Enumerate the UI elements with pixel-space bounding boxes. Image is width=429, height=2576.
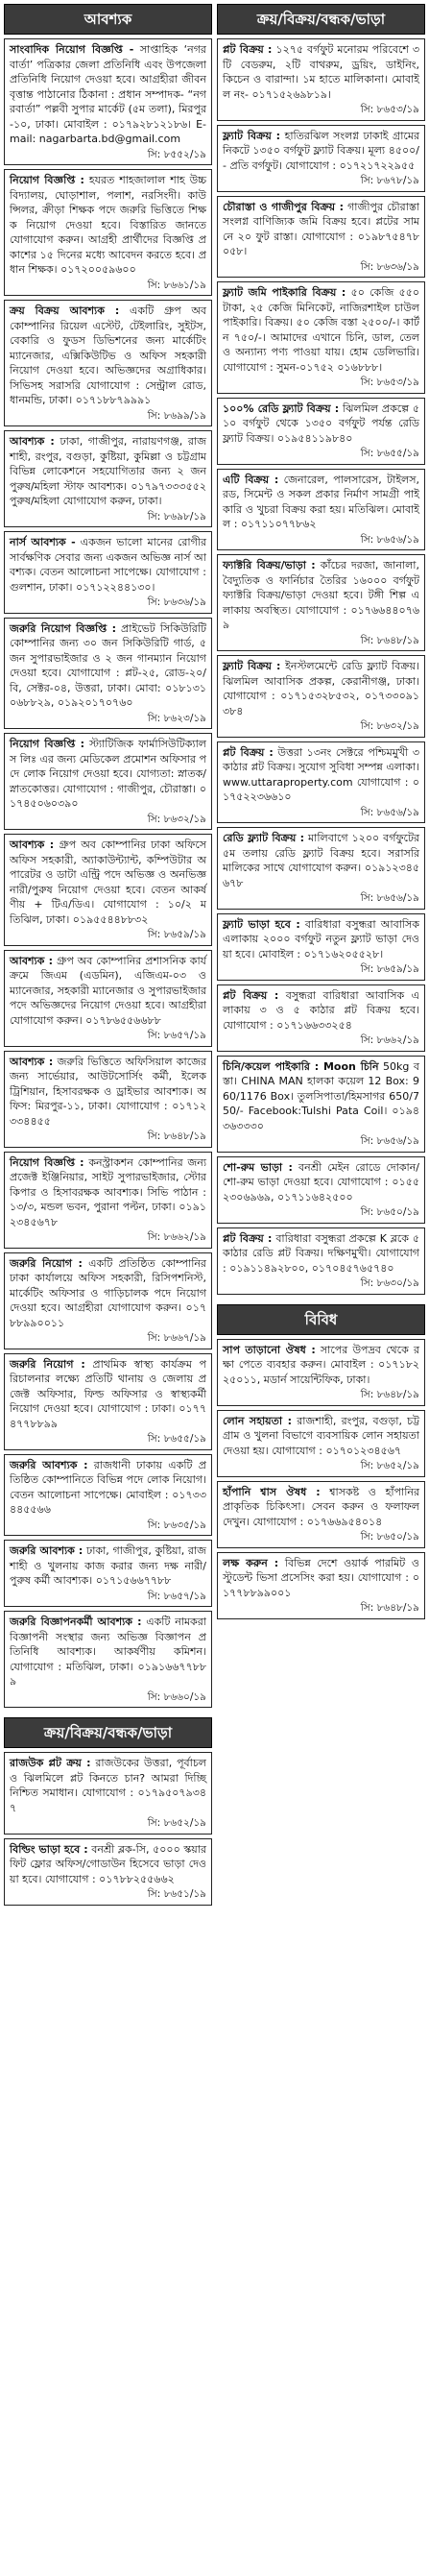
ad-code: সি: ৮৬৫২/১৯ (360, 1460, 419, 1471)
classified-ad (4, 1152, 212, 1249)
ad-code: সি: ৮৬৫০/১৯ (360, 1531, 419, 1543)
classified-ad (217, 38, 425, 121)
section-header-buy-sell: ক্রয়/বিক্রয়/বন্ধক/ভাড়া (217, 4, 425, 35)
ad-body: প্রাইভেট সিকিউরিটি কোম্পানির জন্য ৩০ জন সিকিউরিটি গার্ড, ৫ জন সুপারভাইজার ও ২ জন গানম্যান নিয়োগ দেওয়া হবে। যোগাযোগ : প্লট-২৫, রোড-২০/বি, সেক্টর-০৪, উত্তরা, ঢাকা। মোবা: ০১৮১৩১০৬৮৮২৯, ০১৯২০১৭০৭৬০ (10, 621, 206, 709)
ad-code: সি: ৮৬৩৬/১৯ (360, 260, 419, 273)
ad-body: বারিধারা বসুন্ধরা আবাসিক এলাকায় ২০০০ বর্গফুট নতুন ফ্ল্যাট ভাড়া দেওয়া হবে। মোবাইল : ০১৭১৬২০৫৫২৮। (223, 917, 419, 960)
ad-body: শ্বাসকষ্ট ও হাঁপানির প্রাকৃতিক চিকিৎসা। সেবন করুন ও ফলাফল দেখুন। যোগাযোগ : ০১৭৬৬৯৫৪০১৪ (223, 1485, 419, 1528)
ad-code: সি: ৮৬৫২/১৯ (147, 1817, 206, 1829)
ad-body: বারিধারা বসুন্ধরা প্রকল্পে K ব্লকে ৫ কাঠার রেডি প্লট বিক্রয়। দক্ষিণমুখী। যোগাযোগ : ০১৯১১৪৯২৮০০, ০১৭০৪৫৭৬৫৭৪০ (223, 1231, 420, 1275)
ad-title: প্লট বিক্রয় : (223, 1231, 273, 1245)
left-ads2-list (4, 1752, 212, 1906)
ad-body: কনস্ট্রাকশন কোম্পানির জন্য প্রজেক্ট ইঞ্জিনিয়ার, সাইট সুপারভাইজার, স্টোর কিপার ও হিসাবরক্ষক আবশ্যক। সিভি পাঠান : ১৩/৩, মন্ডল ভবন, পুরানা পল্টন, ঢাকা। ০১৯১২৩৪৫৬৭৮ (10, 1155, 207, 1228)
right-column (217, 4, 425, 1623)
classified-ad (217, 984, 425, 1052)
ad-code: সি: ৮৬৯৯/১৯ (147, 409, 206, 422)
ad-body: ঢাকা, গাজীপুর, কুষ্টিয়া, রাজশাহী ও খুলনায় কাজ করার জন্য দক্ষ নারী/পুরুষ কর্মী আবশ্যক। ০১৭১৫৬৬৭৭৮৮ (10, 1544, 206, 1587)
classified-ad (4, 1454, 212, 1537)
classified-ad (217, 1552, 425, 1619)
ad-body: কাঁচের দরজা, জানালা, বৈদ্যুতিক ও ফার্নিচার তৈরির ১৬০০০ বর্গফুট ফ্যাক্টরি বিক্রয়/ভাড়া দেওয়া হবে। টঙ্গী শিল্প এলাকায় অবস্থিত। যোগাযোগ : ০১৭৬৬৪৪০৭৬৯ (223, 559, 419, 631)
classified-ad (4, 1540, 212, 1607)
ad-title: প্লট বিক্রয় : (223, 988, 279, 1002)
ad-title: আবশ্যক : (10, 1055, 54, 1068)
ad-body: রাজশাহী, রংপুর, বগুড়া, চট্টগ্রাম ও খুলনা বিভাগে ব্যবসায়িক লোন সহায়তা দেওয়া হয়। যোগাযোগ : ০১৭০১২৩৪৫৬৭ (223, 1414, 420, 1457)
classified-ad (4, 531, 212, 614)
ad-title: জরুরি বিজ্ঞাপনকর্মী আবশ্যক : (10, 1616, 142, 1628)
ad-title: রাজউক প্লট ক্রয় : (10, 1757, 91, 1769)
ad-code: সি: ৮৬৫০/১৯ (360, 1206, 419, 1218)
classified-ad (4, 834, 212, 946)
classified-ad (4, 430, 212, 527)
classified-ad (4, 1838, 212, 1906)
ad-title: এটি বিক্রয় : (223, 473, 279, 486)
ad-body: হযরত শাহজালাল শাহ উচ্চ বিদ্যালয়, ঘোড়াশাল, পলাশ, নরসিংদী। কাউন্সিলর, ক্রীড়া শিক্ষক পদে জরুরি ভিত্তিতে শিক্ষক নিয়োগ দেওয়া হবে। বিস্তারিত জানতে যোগাযোগ করুন। আগ্রহী প্রার্থীদের বিজ্ঞপ্তি প্রকাশের ১৫ দিনের মধ্যে আবেদন করতে হবে। প্রধান শিক্ষক। ০১৭২০০৫৯৬০০ (10, 174, 207, 276)
classified-ad (217, 125, 425, 192)
ad-body: রাজধানী ঢাকায় একটি প্রতিষ্ঠিত কোম্পানিতে বিভিন্ন পদে লোক নিয়োগ। বেতন আলোচনা সাপেক্ষে। মোবাইল : ০১৭৩৩৪৪৫৫৬৬ (10, 1458, 206, 1516)
ad-code: সি: ৮৬৫৭/১৯ (147, 1030, 206, 1041)
classified-ad (217, 827, 425, 910)
ad-code: সি: ৮৬৫১/১৯ (147, 1888, 206, 1900)
ad-title: জরুরি নিয়োগ বিজ্ঞপ্তি : (10, 621, 116, 635)
ad-code: সি: ৮৬৫৬/১৯ (360, 533, 419, 546)
ad-body: হাতিরঝিল সংলগ্ন ঢাকাই গ্রামের নিকটে ১৩৫০ বর্গফুট ফ্ল্যাট বিক্রয়। মূল্য ৪৫০০/- প্রতি বর্গফুট। যোগাযোগ : ০১৭২১৭২২৯৫৫ (223, 129, 419, 172)
ad-code: সি: ৮৬৬২/১৯ (147, 1231, 206, 1243)
classified-ad (217, 281, 425, 394)
ad-code: সি: ৮৬৩২/১৯ (360, 720, 419, 732)
ad-body: একটি নামকরা বিজ্ঞাপনী সংস্থার জন্য অভিজ্ঞ বিজ্ঞাপন প্রতিনিধি আবশ্যক। আকর্ষণীয় কমিশন। যোগাযোগ : মতিঝিল, ঢাকা। ০১৯১৬৬৭৭৮৮৯ (10, 1616, 206, 1688)
ad-body: জেনারেল, পালসারেস, টাইলস, রড, সিমেন্ট ও সকল প্রকার নির্মাণ সামগ্রী পাইকারি ও খুচরা বিক্রয় করা হয়। মতিঝিল। মোবাইল : ০১৭১১০৭৭৮৬২ (223, 473, 420, 530)
ad-code: সি: ৮৬৫৫/১৯ (360, 448, 419, 459)
ad-body: রাজউকের উত্তরা, পূর্বাচল ও ঝিলমিলে প্লট কিনতে চান? আমরা দিচ্ছি নিশ্চিত সমাধান। যোগাযোগ : ০১৭৯৫০৭৯৩৪৭ (10, 1757, 206, 1814)
ad-body: বনশ্রী ব্লক-সি, ৫০০০ স্কয়ার ফিট ফ্লোর অফিস/গোডাউন হিসেবে ভাড়া দেওয়া হবে। যোগাযোগ : ০১৭৮৮২৫৫৬৬২ (10, 1842, 206, 1885)
ad-code: সি: ৮৬৫৫/১৯ (147, 1433, 206, 1445)
ad-body: বসুন্ধরা বারিধারা আবাসিক এলাকায় ৩ ও ৫ কাঠার প্লট বিক্রয় হবে। যোগাযোগ : ০১৭১৬৬৩৩২৫৪ (223, 988, 420, 1032)
right-ads-list (217, 38, 425, 1295)
ad-code: সি: ৮৬৫৯/১৯ (147, 929, 206, 940)
classified-ad (217, 1481, 425, 1548)
ad-title: লোন সহায়তা : (223, 1414, 292, 1427)
ad-body: বিভিন্ন দেশে ওয়ার্ক পারমিট ও স্টুডেন্ট ভিসা প্রসেসিং করা হয়। যোগাযোগ : ০১৭৭৮৮৯৯০০১ (223, 1556, 419, 1599)
left-ads-list (4, 38, 212, 1708)
ad-body: গাজীপুর চৌরাস্তা সংলগ্ন বাণিজ্যিক জমি বিক্রয় হবে। প্লটের সামনে ২০ ফুট রাস্তা। যোগাযোগ : ০১৯৮৭৫৪৭৮০৫৮। (223, 200, 419, 257)
ad-code: সি: ৮৬৬১/১৯ (147, 279, 206, 291)
classified-ad (217, 469, 425, 551)
classified-ad (217, 1056, 425, 1153)
classified-ad (4, 618, 212, 730)
ad-title: ফ্যাক্টরি বিক্রয়/ভাড়া : (223, 559, 316, 571)
ad-title: ১০০% রেডি ফ্ল্যাট বিক্রয় : (223, 401, 340, 415)
ad-title: ফ্ল্যাট বিক্রয় : (223, 129, 281, 142)
ad-body: একটি প্রতিষ্ঠিত কোম্পানির ঢাকা কার্যালয়ে অফিস সহকারী, রিসিপশনিস্ট, মার্কেটিং অফিসার ও গাড়িচালক পদে নিয়োগ দেওয়া হবে। আগ্রহীরা যোগাযোগ করুন। ০১৭৮৮৯৯০০১১ (10, 1256, 206, 1329)
section-header-jobs: আবশ্যক (4, 4, 212, 35)
ad-title: নার্স আবশ্যক - (10, 536, 76, 548)
classified-ad (4, 169, 212, 296)
ad-body: একজন ভালো মানের রোগীর সার্বক্ষণিক সেবার জন্য একজন অভিজ্ঞ নার্স আবশ্যক। বেতন আলোচনা সাপেক্ষে। যোগাযোগ : গুলশান, ঢাকা। ০১৭১২২৪৪১৩০। (10, 536, 206, 594)
classified-ad (217, 554, 425, 651)
classified-ad (217, 196, 425, 279)
ad-title: জরুরি আবশ্যক : (10, 1544, 83, 1557)
ad-code: সি: ৮৬৯৮/১৯ (147, 510, 206, 522)
ad-code: সি: ৮৬৫৩/১৯ (360, 377, 419, 388)
classified-ad (4, 300, 212, 426)
ad-code: সি: ৮৫৫২/১৯ (147, 148, 206, 160)
classified-ad (217, 1156, 425, 1224)
ad-title: আবশ্যক : (10, 838, 55, 851)
ad-body: মালিবাগে ১২০০ বর্গফুটের ৫ম তলায় রেডি ফ্ল্যাট বিক্রয় হবে। সরাসরি মালিকের সাথে যোগাযোগ করুন। ০১৯১২৩৪৫৬৭৮ (223, 832, 420, 889)
ad-code: সি: ৮৬৫৭/১৯ (147, 1590, 206, 1602)
ad-code: সি: ৮৬৪৮/১৯ (360, 1389, 419, 1400)
ad-code: সি: ৮৬৩২/১৯ (147, 813, 206, 825)
classified-ad (4, 1611, 212, 1708)
classified-ad (4, 1752, 212, 1835)
ad-code: সি: ৮৬৫৬/১৯ (360, 892, 419, 904)
classified-ad (4, 1252, 212, 1349)
ad-body: ১২৭৫ বর্গফুট মনোরম পরিবেশে ৩টি বেডরুম, ২টি বাথরুম, ড্রয়িং, ডাইনিং, কিচেন ও বারান্দা। ১ম হাতে মালিকানা। মোবাইল নং- ০১৭১৫২৬৯৮১৯। (223, 43, 420, 101)
ad-title: বিল্ডিং ভাড়া হবে : (10, 1842, 88, 1856)
classified-ad (217, 741, 425, 824)
ad-code: সি: ৮৬৫৯/১৯ (360, 963, 419, 975)
ad-title: প্লট বিক্রয় : (223, 43, 273, 56)
ad-title: আবশ্যক : (10, 954, 54, 967)
ad-title: রেডি ফ্ল্যাট বিক্রয় : (223, 832, 305, 844)
ad-title: চিনি/কয়েল পাইকারি : Moon চিনি (223, 1059, 379, 1073)
ad-code: সি: ৮৬৬২/১৯ (360, 1034, 419, 1046)
classified-ad (4, 1051, 212, 1148)
ad-code: সি: ৮৬৬৭/১৯ (147, 1332, 206, 1344)
ad-body: ৫০ কেজি ৫৫০ টাকা, ২৫ কেজি মিনিকেট, নাজিরশাইল চাউল পাইকারি। বিক্রয়। ৫০ কেজি বস্তা ২৫০০/-। কার্টন ৭৫০/-। আমাদের এখানে চিনি, ডাল, তেল ও অন্যান্য পণ্য পাওয়া যায়। হোম ডেলিভারি। যোগাযোগ : সুমন-০১৭৫২ ০১৬৮৮৮। (223, 286, 420, 374)
ad-title: ক্রয় বিক্রয় আবশ্যক : (10, 304, 120, 317)
ad-title: জরুরি নিয়োগ : (10, 1256, 83, 1270)
ad-code: সি: ৮৬৩৫/১৯ (147, 1519, 206, 1531)
ad-body: সাপের উপদ্রব থেকে রক্ষা পেতে ব্যবহার করুন। মোবাইল : ০১৭১৮২২৫০১১, মডার্ন সায়েন্টিফিক, ঢাকা। (223, 1343, 420, 1386)
ad-body: বনশ্রী মেইন রোডে দোকান/শো-রুম ভাড়া দেওয়া হবে। যোগাযোগ : ০১৫৫২৩০৬৯৬৯, ০১৭১১৬৪২৫০০ (223, 1160, 420, 1203)
ad-code: সি: ৮৬৫৬/১৯ (360, 806, 419, 818)
ad-title: ফ্ল্যাট ভাড়া হবে : (223, 917, 300, 931)
ad-title: শো-রুম ভাড়া : (223, 1160, 293, 1174)
ad-code: সি: ৮৬৪৮/১৯ (360, 1602, 419, 1614)
ad-code: সি: ৮৬২৩/১৯ (147, 712, 206, 724)
ad-code: সি: ৮৬৬০/১৯ (147, 1690, 206, 1703)
ad-code: সি: ৮৬৩০/১৯ (360, 1277, 419, 1289)
classified-ad (217, 1339, 425, 1406)
ad-body: গ্রুপ অব কোম্পানির প্রশাসনিক কার্যক্রমে জিএম (এডমিন), এজিএম-০৩ ও ম্যানেজার, সহকারী ম্যানেজার ও সুপারভাইজার পদে অভিজ্ঞদের নিয়োগ দেওয়া হবে। আগ্রহীরা যোগাযোগ করুন। ০১৭৮৬৫৫৬৬৮৮ (10, 954, 207, 1027)
classified-ad (4, 1353, 212, 1450)
classified-ad (4, 733, 212, 830)
section-header-misc: বিবিধ (217, 1304, 425, 1335)
ad-title: ফ্ল্যাট জমি পাইকারি বিক্রয় : (223, 286, 346, 299)
ad-body: উত্তরা ১৩নং সেক্টরে পশ্চিমমুখী ৩ কাঠার প্লট বিক্রয়। সুযোগ সুবিধা সম্পন্ন এলাকা। www.uttaraproperty.com যোগাযোগ : ০১৭৫২২৩৬৬১০ (223, 745, 420, 803)
ad-title: নিয়োগ বিজ্ঞপ্তি : (10, 1155, 84, 1169)
ad-title: নিয়োগ বিজ্ঞপ্তি : (10, 738, 84, 750)
ad-title: প্লট বিক্রয় : (223, 745, 274, 759)
ad-body: ইনস্টলমেন্টে রেডি ফ্ল্যাট বিক্রয়। ঝিলমিল আবাসিক প্রকল্প, কেরানীগঞ্জ, ঢাকা। যোগাযোগ : ০১৭১৫৩২৮৫৩২, ০১৭৩৩০৯১৩৮৪ (223, 660, 419, 717)
ad-title: লক্ষ করুন : (223, 1556, 279, 1569)
ad-body: একটি গ্রুপ অব কোম্পানির রিয়েল এস্টেট, টেইলারিং, সুইটস, বেকারি ও ফুডস ডিভিশনের জন্য মার্কেটিং ম্যানেজার, এক্সিকিউটিভ ও অফিস সহকারী নিয়োগ দেওয়া হবে। অভিজ্ঞদের অগ্রাধিকার। সিভিসহ সরাসরি যোগাযোগ : সেন্ট্রাল রোড, ধানমন্ডি, ঢাকা। ০১৭১৮৮৭৯৯৯১ (10, 304, 206, 406)
ad-title: ফ্ল্যাট বিক্রয় : (223, 660, 281, 672)
classified-ad (217, 913, 425, 981)
ad-title: হাঁপানি শ্বাস ঔষধ : (223, 1485, 321, 1498)
ad-title: আবশ্যক : (10, 435, 55, 448)
classified-ad (4, 950, 212, 1047)
ad-title: জরুরি নিয়োগ : (10, 1357, 85, 1371)
section-header-buy-sell-left: ক্রয়/বিক্রয়/বন্ধক/ভাড়া (4, 1717, 212, 1748)
ad-code: সি: ৮৬৪৮/১৯ (360, 634, 419, 646)
ad-code: সি: ৮৬৭৮/১৯ (360, 175, 419, 186)
ad-body: সাপ্তাহিক ‘নগরবার্তা’ পত্রিকার জেলা প্রতিনিধি এবং উপজেলা প্রতিনিধি নিয়োগ দেওয়া হবে। আগ্রহীরা জীবন বৃত্তান্ত পাঠানোর ঠিকানা : প্রধান সম্পাদক- “নগরবার্তা” পল্লবী সুপার মার্কেট (৫ম তলা), মিরপুর-১০, ঢাকা। মোবাইল : ০১৭৯২৮১২১৮৬। E-mail: nagarbarta.bd@gmail.com (10, 43, 206, 145)
classified-ad (4, 38, 212, 165)
ad-body: প্রাথমিক স্বাস্থ্য কার্যক্রম পরিচালনার লক্ষ্যে প্রতিটি থানায় ও জেলায় প্রজেক্ট অফিসার, ফিল্ড অফিসার ও স্বাস্থ্যকর্মী নিয়োগ দেওয়া হবে। যোগাযোগ : ঢাকা। ০১৭৭৪৭৭৮৮৯৯ (10, 1357, 206, 1430)
ad-title: জরুরি আবশ্যক : (10, 1458, 88, 1471)
ad-body: গ্রুপ অব কোম্পানির ঢাকা অফিসে অফিস সহকারী, অ্যাকাউন্ট্যান্ট, কম্পিউটার অপারেটর ও ডাটা এন্ট্রি পদে অভিজ্ঞ ও অনভিজ্ঞ নারী/পুরুষ নিয়োগ দেওয়া হবে। বেতন আকর্ষণীয় + টিএ/ডিএ। যোগাযোগ : ১০/২ মতিঝিল, ঢাকা। ০১৯৫৫৪৪৮৮৩২ (10, 838, 207, 926)
left-column (4, 4, 212, 1909)
ad-title: নিয়োগ বিজ্ঞপ্তি : (10, 174, 84, 186)
right-ads2-list (217, 1339, 425, 1619)
ad-body: ঢাকা, গাজীপুর, নারায়ণগঞ্জ, রাজশাহী, রংপুর, বগুড়া, কুষ্টিয়া, কুমিল্লা ও চট্টগ্রাম বিভিন্ন লোকেশনে সহযোগিতার জন্য ২ জন পুরুষ/মহিলা স্টাফ আবশ্যক। ০১৭৯৭৩৩৩৫৫২ পুরুষ/মহিলা যোগাযোগ করুন, ঢাকা। (10, 435, 207, 507)
classified-ad (217, 1227, 425, 1295)
ad-title: সাপ তাড়ানো ঔষধ : (223, 1343, 316, 1356)
ad-title: সাংবাদিক নিয়োগ বিজ্ঞপ্তি - (10, 43, 134, 56)
ad-code: সি: ৮৬৫৩/১৯ (360, 104, 419, 115)
ad-body: জরুরি ভিত্তিতে অফিসিয়াল কাজের জন্য সার্ভেয়ার, আউটসোর্সিং কর্মী, ইলেকট্রিশিয়ান, হিসাবরক্ষক ও ড্রাইভার আবশ্যক। অফিস: মিরপুর-১১, ঢাকা। যোগাযোগ : ০১৭১২৩৩৪৪৫৫ (10, 1055, 206, 1128)
classified-ad (217, 655, 425, 738)
ad-code: সি: ৮৬৫৬/১৯ (360, 1135, 419, 1147)
ad-title: চৌরাস্তা ও গাজীপুর বিক্রয় : (223, 200, 344, 213)
ad-code: সি: ৮৬৩৬/১৯ (147, 596, 206, 608)
classified-ad (217, 1410, 425, 1477)
ad-body: 50kg বস্তা। CHINA MAN হালকা কয়েল 12 Box: 960/1176 Box। তুলসিপাতা/হিমসাগর 650/750/- Facebook:Tulshi Pata Coil। ০১৯৪৩৬৩৩৩০ (223, 1059, 420, 1132)
ad-body: স্ট্যাটিজিক ফার্মাসিউটিক্যালস লিঃ এর জন্য মেডিকেল প্রমোশন অফিসার পদে লোক নিয়োগ দেওয়া হবে। যোগ্যতা: স্নাতক/স্নাতকোত্তর। যোগাযোগ : গাজীপুর, চৌরাস্তা। ০১৭৪৫০৬০৩৯০ (10, 738, 207, 810)
classified-ad (217, 398, 425, 465)
ad-code: সি: ৮৬৪৮/১৯ (147, 1130, 206, 1142)
ad-body: ঝিলমিল প্রকল্পে ৫১০ বর্গফুট থেকে ১৩৫০ বর্গফুট পর্যন্ত রেডি ফ্ল্যাট বিক্রয়। ০১৯৫৪১১৯৮৪০ (223, 401, 419, 445)
